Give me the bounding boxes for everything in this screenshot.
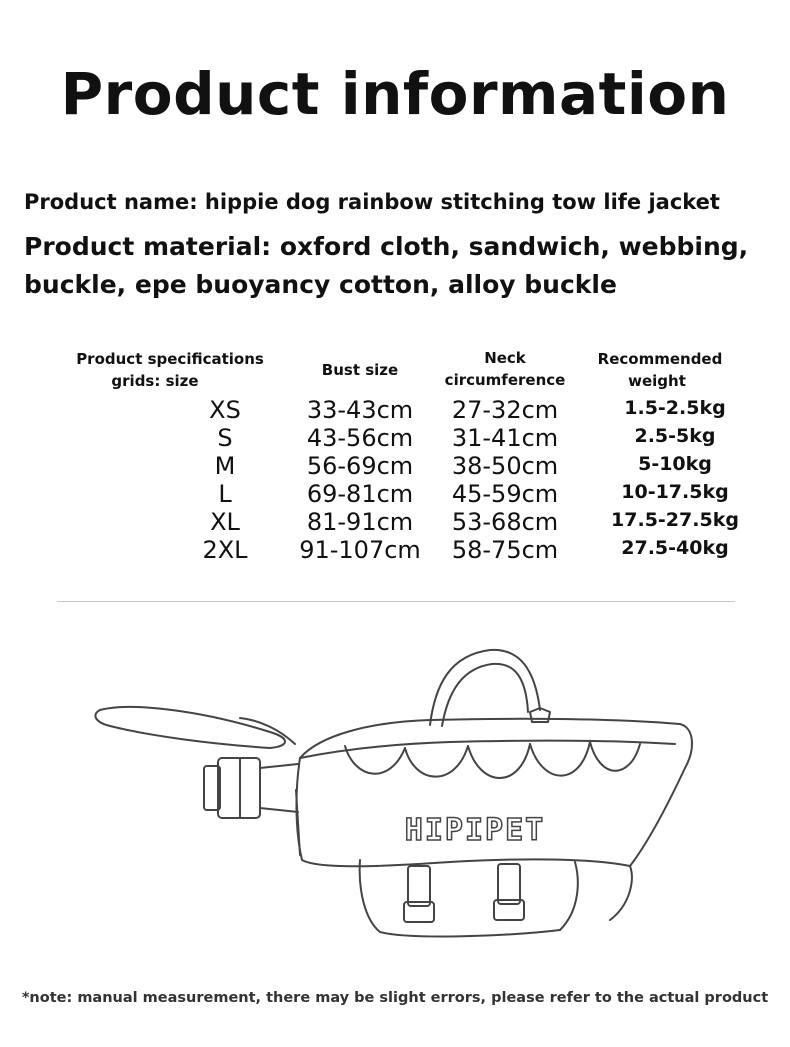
product-material: Product material: oxford cloth, sandwich, webbing, buckle, epe buoyancy cotton, alloy buckle <box>24 232 749 299</box>
table-cell-weight: 27.5-40kg <box>621 537 729 559</box>
neck-column <box>440 396 570 564</box>
header-weight-line2: weight <box>628 372 686 390</box>
header-bust: Bust size <box>321 361 399 379</box>
table-cell-bust: 43-56cm <box>306 424 414 452</box>
header-size-line1: Product specifications <box>76 350 264 368</box>
table-cell-weight: 10-17.5kg <box>621 481 729 503</box>
table-cell-neck: 45-59cm <box>451 480 559 508</box>
table-cell-weight: 17.5-27.5kg <box>611 509 739 531</box>
product-name: Product name: hippie dog rainbow stitching tow life jacket <box>24 190 720 214</box>
table-cell-bust: 56-69cm <box>306 452 414 480</box>
table-cell-size: L <box>218 480 232 508</box>
table-cell-weight: 5-10kg <box>638 453 712 475</box>
dog-life-jacket-icon <box>90 640 710 950</box>
brand-text: HIPIPET <box>404 813 546 848</box>
table-cell-size: XS <box>209 396 241 424</box>
header-size-line2: grids: size <box>111 372 199 390</box>
table-cell-size: M <box>214 452 236 480</box>
table-cell-bust: 69-81cm <box>306 480 414 508</box>
table-cell-size: 2XL <box>202 536 248 564</box>
size-column <box>185 396 265 564</box>
page-title: Product information <box>60 60 730 128</box>
section-divider <box>57 601 735 602</box>
header-weight-line1: Recommended <box>597 350 723 368</box>
table-cell-neck: 38-50cm <box>451 452 559 480</box>
table-cell-neck: 58-75cm <box>451 536 559 564</box>
footnote: *note: manual measurement, there may be slight errors, please refer to the actual product <box>21 990 769 1006</box>
header-size <box>70 348 270 392</box>
table-cell-bust: 91-107cm <box>299 536 421 564</box>
header-neck-line1: Neck <box>484 349 526 367</box>
table-cell-size: S <box>217 424 233 452</box>
table-cell-size: XL <box>210 508 240 536</box>
weight-column <box>600 394 750 562</box>
header-neck <box>430 347 580 391</box>
table-cell-neck: 27-32cm <box>451 396 559 424</box>
table-cell-weight: 1.5-2.5kg <box>624 397 726 419</box>
bust-column <box>290 396 430 564</box>
table-cell-bust: 81-91cm <box>306 508 414 536</box>
table-cell-bust: 33-43cm <box>306 396 414 424</box>
table-cell-neck: 53-68cm <box>451 508 559 536</box>
header-weight <box>590 348 730 392</box>
header-neck-line2: circumference <box>444 371 566 389</box>
table-cell-neck: 31-41cm <box>451 424 559 452</box>
table-cell-weight: 2.5-5kg <box>634 425 716 447</box>
